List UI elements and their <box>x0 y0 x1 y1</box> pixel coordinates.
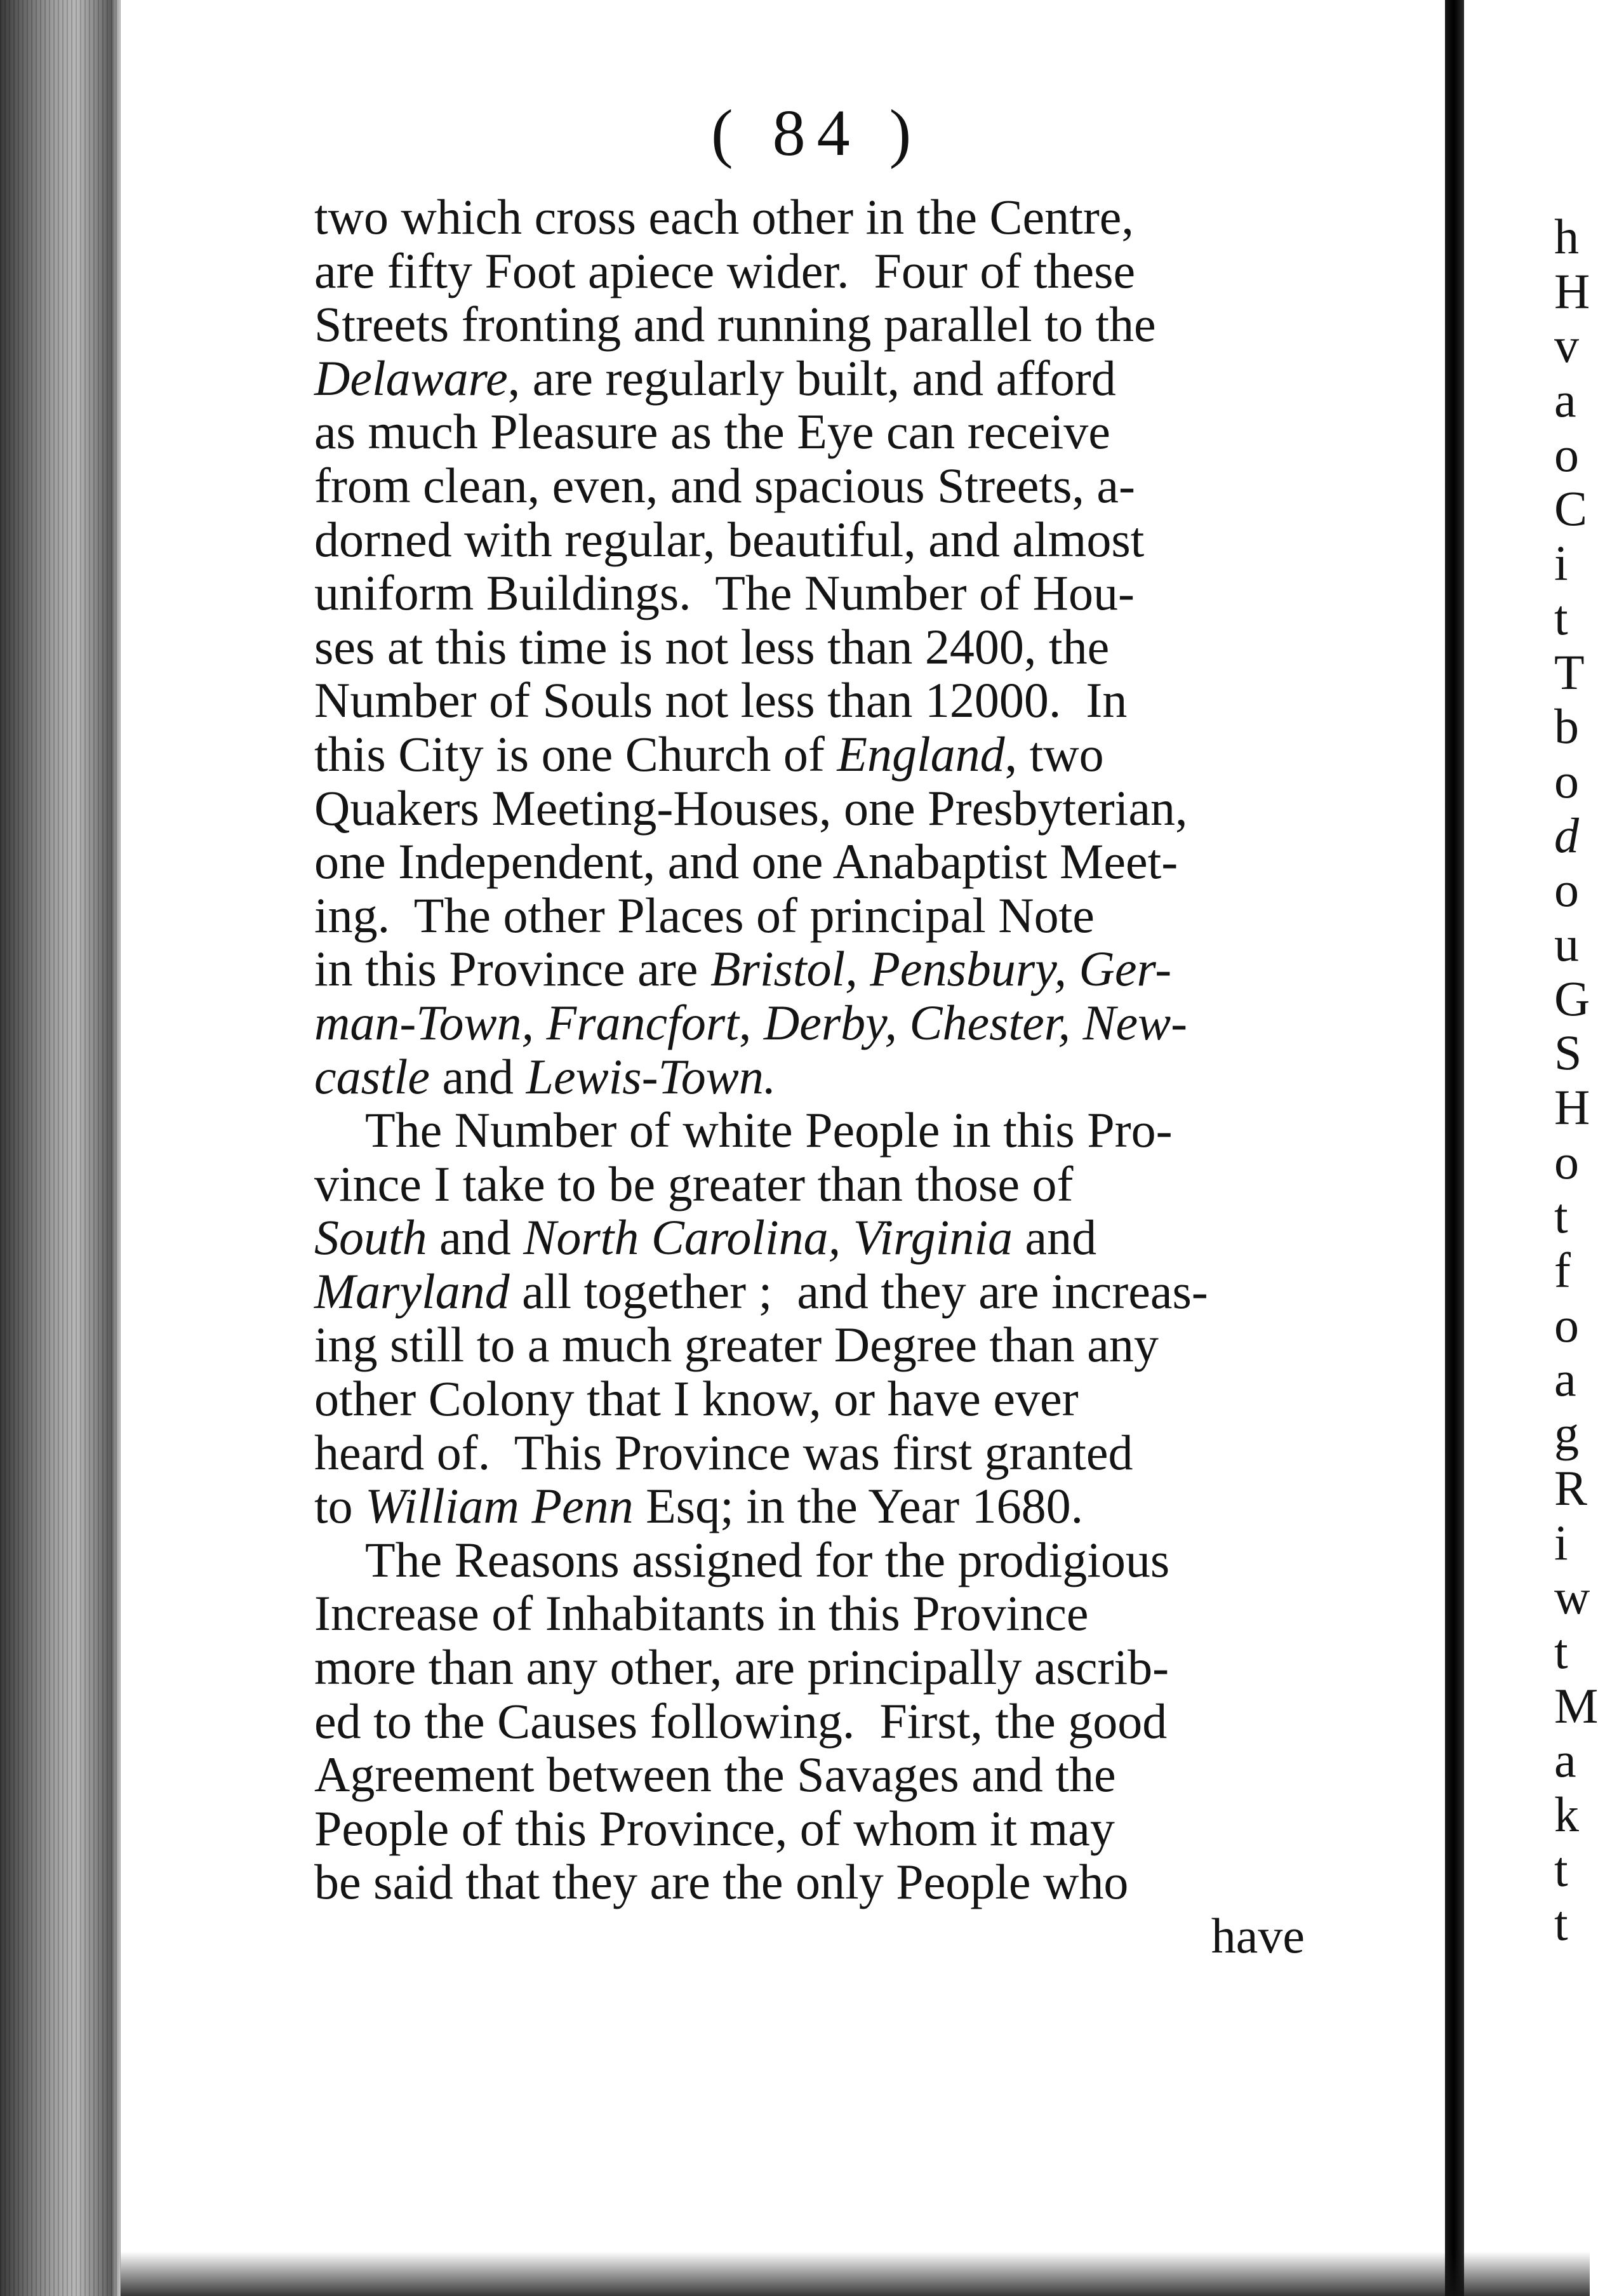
text-span: and <box>429 1048 526 1104</box>
text-line <box>314 190 1305 244</box>
text-span: Esq; in the Year 1680. <box>633 1478 1084 1534</box>
text-line <box>314 1318 1305 1372</box>
text-line <box>314 1104 1305 1158</box>
facing-line-fragment: g <box>1554 1406 1579 1462</box>
text-span: to <box>314 1478 366 1534</box>
text-span: two which cross each other in the Centre, <box>314 189 1134 244</box>
facing-line-fragment: S <box>1554 1025 1582 1081</box>
italic-place-name: North Carolina, Virginia <box>523 1210 1013 1265</box>
facing-line-fragment: i <box>1554 535 1568 591</box>
facing-line-fragment: t <box>1554 1623 1568 1679</box>
text-line <box>314 1479 1305 1533</box>
text-span: are fifty Foot apiece wider. Four of these <box>314 243 1136 298</box>
facing-line-fragment: i <box>1554 1514 1568 1570</box>
facing-line-fragment: b <box>1554 698 1579 754</box>
facing-line-fragment: a <box>1554 1732 1576 1788</box>
facing-line-fragment: H <box>1554 263 1590 319</box>
text-line <box>314 1695 1305 1749</box>
text-span: Number of Souls not less than 12000. In <box>314 672 1128 728</box>
facing-line-fragment: o <box>1554 752 1579 808</box>
facing-line-fragment: u <box>1554 916 1579 971</box>
text-line <box>314 1587 1305 1641</box>
facing-line-fragment: o <box>1554 1297 1579 1352</box>
text-line <box>314 459 1305 513</box>
facing-line-fragment: R <box>1554 1460 1588 1516</box>
italic-place-name: Maryland <box>314 1263 510 1319</box>
text-span: The Number of white People in this Pro- <box>365 1102 1173 1158</box>
text-span: Streets fronting and running parallel to the <box>314 297 1156 352</box>
text-span: one Independent, and one Anabaptist Meet- <box>314 834 1178 890</box>
text-span: from clean, even, and spacious Streets, a- <box>314 457 1136 513</box>
italic-place-name: Lewis-Town. <box>526 1048 776 1104</box>
text-span: , two <box>1004 726 1104 782</box>
text-span: be said that they are the only People who <box>314 1854 1129 1910</box>
page-edge-stack <box>0 0 121 2296</box>
italic-place-name: South <box>314 1210 427 1265</box>
text-span: all together ; and they are increas- <box>509 1263 1208 1319</box>
text-line <box>314 728 1305 782</box>
text-span: , are regularly built, and afford <box>507 350 1116 406</box>
text-line <box>314 1641 1305 1695</box>
text-span: more than any other, are principally ascrib- <box>314 1639 1169 1695</box>
facing-line-fragment: t <box>1554 1188 1568 1244</box>
facing-line-fragment: t <box>1554 589 1568 645</box>
facing-line-fragment: d <box>1554 807 1579 863</box>
text-span: as much Pleasure as the Eye can receive <box>314 404 1110 460</box>
text-line <box>314 1533 1305 1587</box>
text-line <box>314 1426 1305 1480</box>
facing-line-fragment: M <box>1554 1678 1598 1733</box>
text-span: ed to the Causes following. First, the good <box>314 1693 1168 1749</box>
italic-person-name: William Penn <box>365 1478 634 1534</box>
text-line <box>314 1211 1305 1265</box>
text-line <box>314 1802 1305 1856</box>
text-line <box>314 835 1305 889</box>
text-line <box>314 620 1305 674</box>
body-text <box>314 190 1305 1963</box>
facing-line-fragment: h <box>1554 209 1579 264</box>
facing-line-fragment: C <box>1554 481 1588 537</box>
text-line <box>314 1748 1305 1802</box>
text-span: ses at this time is not less than 2400, the <box>314 618 1110 674</box>
facing-page-text <box>1554 209 1598 1951</box>
text-span: People of this Province, of whom it may <box>314 1800 1115 1856</box>
text-span: ing. The other Places of principal Note <box>314 887 1095 943</box>
text-line <box>314 674 1305 728</box>
text-span: heard of. This Province was first granted <box>314 1424 1133 1480</box>
bottom-edge-shadow <box>121 2252 1590 2296</box>
italic-place-name: Derby, Chester, New- <box>763 994 1188 1050</box>
facing-line-fragment: t <box>1554 1841 1568 1897</box>
facing-line-fragment: k <box>1554 1786 1579 1842</box>
italic-place-name: castle <box>314 1048 430 1104</box>
text-line <box>314 1158 1305 1211</box>
catchword <box>314 1909 1305 1963</box>
text-line <box>314 352 1305 406</box>
facing-line-fragment: a <box>1554 1351 1576 1407</box>
facing-line-fragment: G <box>1554 970 1590 1026</box>
italic-place-name: Bristol, Pensbury, Ger- <box>710 941 1172 997</box>
text-span: Quakers Meeting-Houses, one Presbyterian, <box>314 780 1188 836</box>
text-line <box>314 405 1305 459</box>
book-spine-shadow <box>1445 0 1464 2296</box>
italic-place-name: England <box>837 726 1005 782</box>
text-line <box>314 298 1305 352</box>
text-span: uniform Buildings. The Number of Hou- <box>314 565 1135 621</box>
text-span: , <box>738 994 764 1050</box>
facing-line-fragment: o <box>1554 426 1579 482</box>
italic-place-name: man-Town, Francfort <box>314 994 739 1050</box>
facing-line-fragment: H <box>1554 1079 1590 1135</box>
text-line <box>314 996 1305 1050</box>
text-line <box>314 244 1305 298</box>
text-span: and <box>427 1210 524 1265</box>
text-span: this City is one Church of <box>314 726 837 782</box>
text-span: ing still to a much greater Degree than any <box>314 1317 1159 1373</box>
text-line <box>314 889 1305 943</box>
facing-line-fragment: v <box>1554 317 1579 373</box>
text-span: have <box>1211 1908 1305 1963</box>
italic-place-name: Delaware <box>314 350 508 406</box>
text-span: and <box>1013 1210 1097 1265</box>
facing-line-fragment: w <box>1554 1569 1590 1625</box>
text-span: dorned with regular, beautiful, and almost <box>314 511 1145 567</box>
text-line <box>314 1050 1305 1104</box>
text-line <box>314 1372 1305 1426</box>
text-span: vince I take to be greater than those of <box>314 1156 1074 1211</box>
text-line <box>314 1265 1305 1319</box>
text-line <box>314 782 1305 836</box>
facing-line-fragment: o <box>1554 1133 1579 1189</box>
text-span: The Reasons assigned for the prodigious <box>365 1532 1170 1587</box>
text-line <box>314 566 1305 620</box>
text-span: Increase of Inhabitants in this Province <box>314 1585 1089 1641</box>
text-line <box>314 1855 1305 1909</box>
text-span: Agreement between the Savages and the <box>314 1747 1116 1803</box>
facing-line-fragment: o <box>1554 862 1579 918</box>
page-number: ( 84 ) <box>711 97 923 170</box>
text-span: in this Province are <box>314 941 710 997</box>
facing-line-fragment: a <box>1554 372 1576 428</box>
facing-line-fragment: f <box>1554 1243 1571 1298</box>
text-line <box>314 942 1305 996</box>
facing-line-fragment: T <box>1554 644 1585 700</box>
facing-line-fragment: t <box>1554 1895 1568 1951</box>
text-line <box>314 513 1305 567</box>
text-span: other Colony that I know, or have ever <box>314 1371 1079 1427</box>
